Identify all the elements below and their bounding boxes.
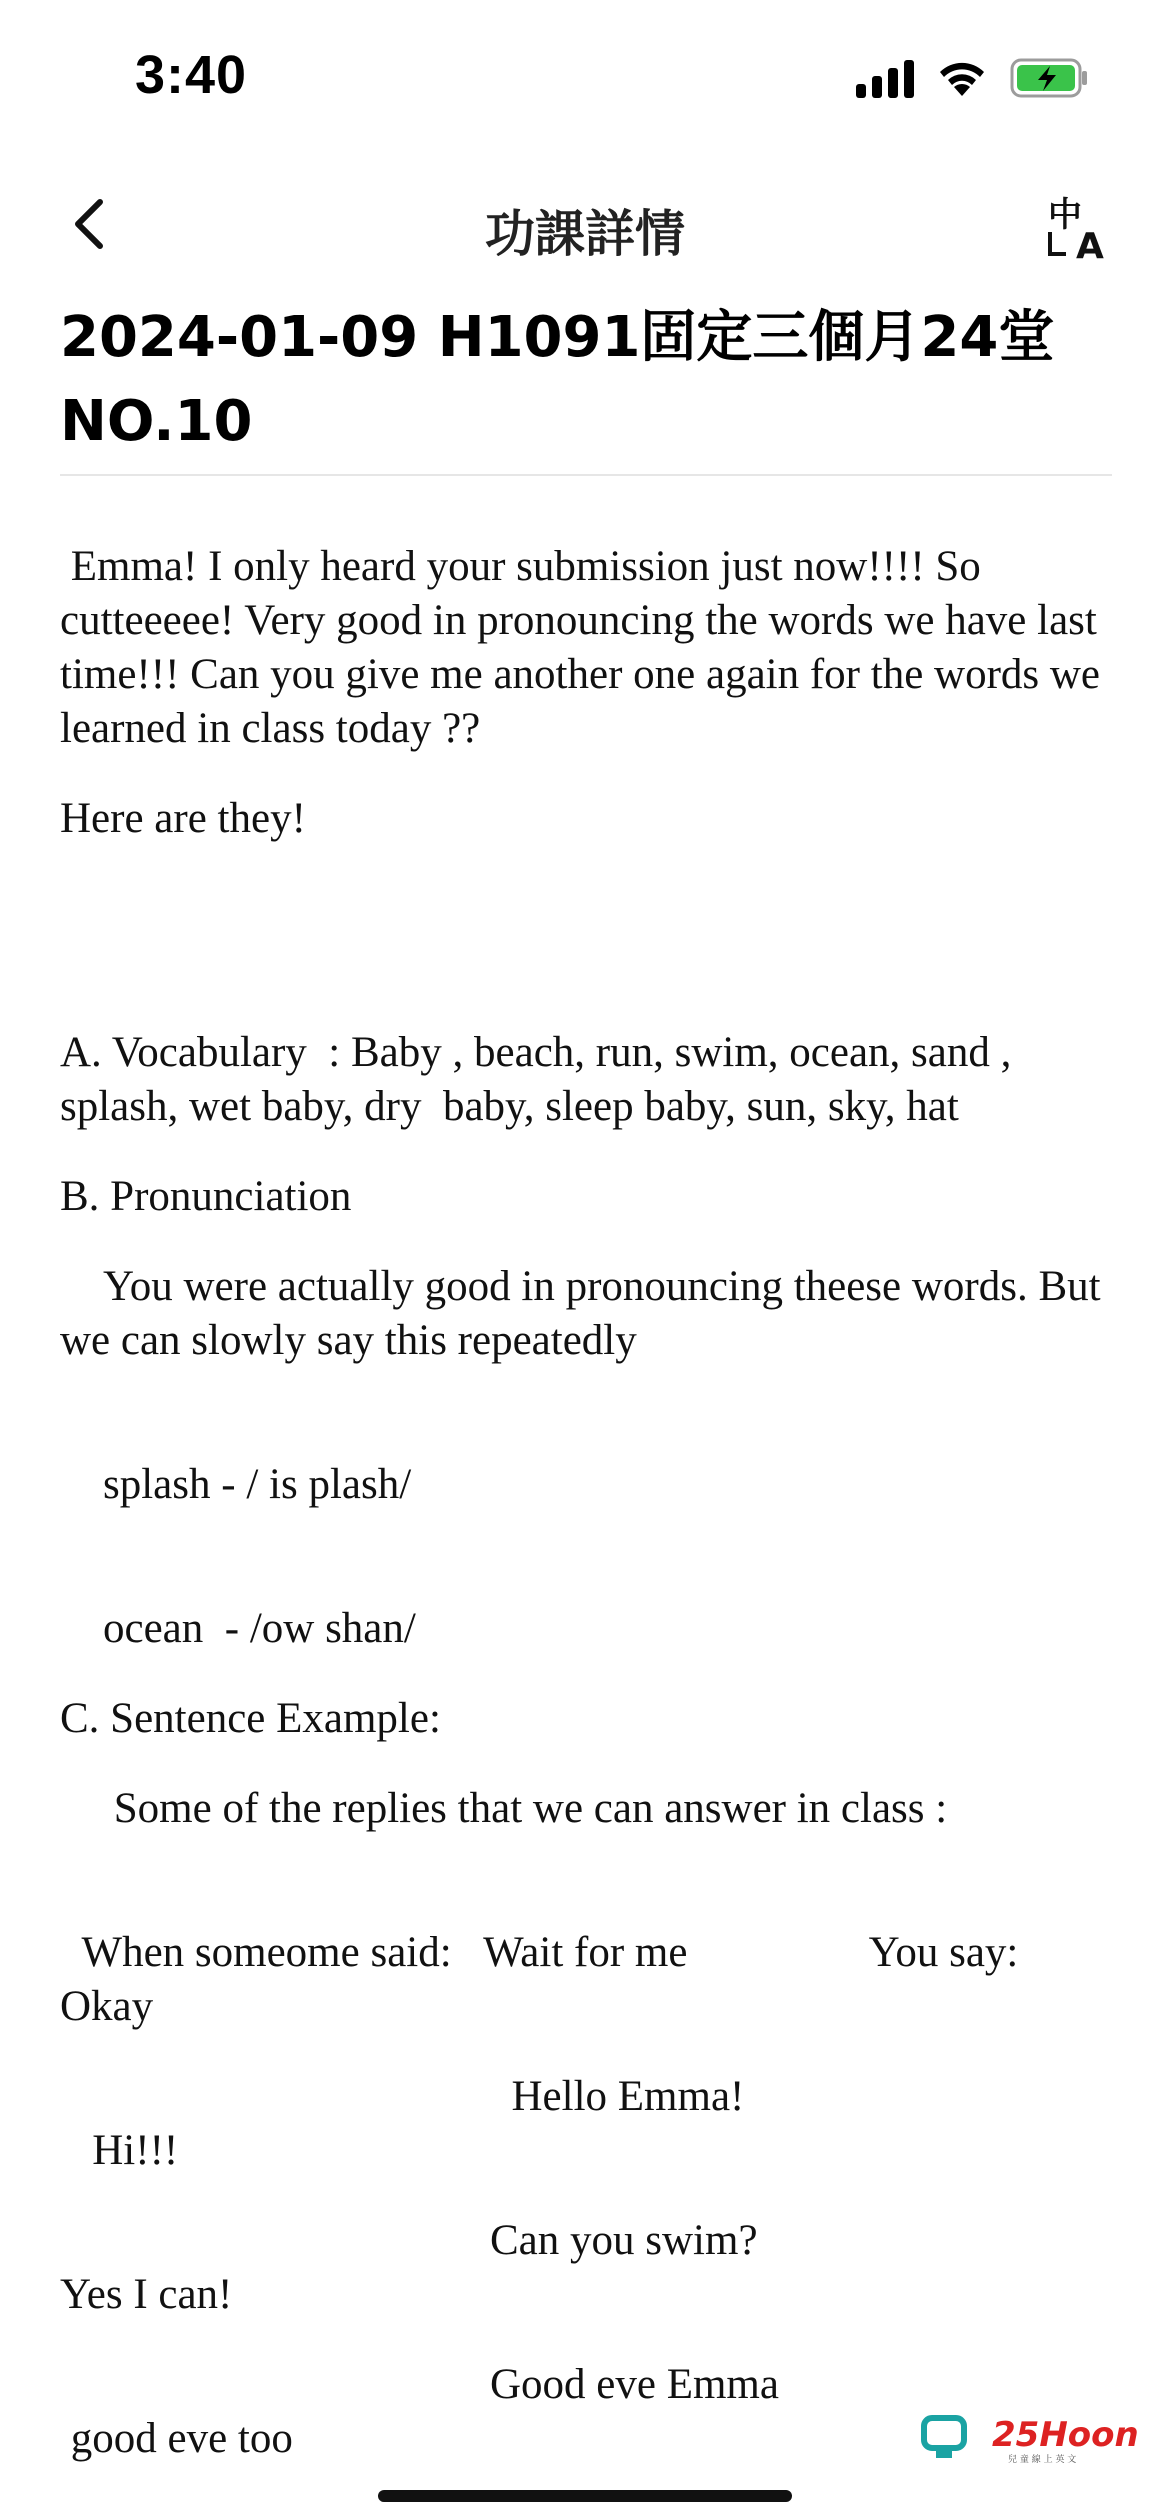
home-indicator xyxy=(378,2490,792,2502)
divider xyxy=(60,474,1112,476)
pronunciation-ocean: ocean - /ow shan/ xyxy=(60,1605,416,1652)
page-title-line2: NO.10 xyxy=(60,389,253,454)
pronunciation-heading: B. Pronunciation xyxy=(60,1173,352,1220)
reply-3-answer: Yes I can! xyxy=(60,2271,233,2318)
page-title xyxy=(60,296,1120,464)
signal-icon xyxy=(856,58,914,98)
homework-content xyxy=(60,540,1120,2466)
status-time: 3:40 xyxy=(135,45,248,105)
svg-text:A: A xyxy=(1076,226,1104,264)
here-paragraph: Here are they! xyxy=(60,795,306,842)
page-title-line1: 2024-01-09 H1091固定三個月24堂 xyxy=(60,305,1055,370)
reply-2-prompt: Hello Emma! xyxy=(60,2073,745,2120)
pronunciation-splash: splash - / is plash/ xyxy=(60,1461,412,1508)
sentence-intro: Some of the replies that we can answer in class : xyxy=(60,1785,948,1832)
reply-3-prompt: Can you swim? xyxy=(60,2217,758,2264)
vocabulary-paragraph: A. Vocabulary : Baby , beach, run, swim, ocean, sand , splash, wet baby, dry baby, sleep baby, sun, sky, hat xyxy=(60,1029,1023,1130)
svg-text:兒 童 線 上 英 文: 兒 童 線 上 英 文 xyxy=(1008,2455,1077,2465)
status-icons xyxy=(856,56,1090,100)
svg-text:中: 中 xyxy=(1048,195,1082,235)
reply-4-answer: good eve too xyxy=(60,2415,293,2462)
nav-title: 功課詳情 xyxy=(485,205,685,263)
status-bar xyxy=(0,0,1170,150)
wifi-icon xyxy=(936,58,988,98)
nav-header xyxy=(0,180,1170,270)
battery-charging-icon xyxy=(1010,57,1090,99)
svg-text:25Hoon: 25Hoon xyxy=(992,2415,1139,2455)
pronunciation-paragraph: You were actually good in pronouncing theese words. But we can slowly say this repeatedly xyxy=(60,1263,1112,1364)
reply-4-prompt: Good eve Emma xyxy=(60,2361,779,2408)
brand-logo xyxy=(920,2410,1140,2466)
reply-2-answer: Hi!!! xyxy=(60,2127,179,2174)
translate-icon[interactable] xyxy=(1042,188,1118,264)
reply-1: When someome said: Wait for me You say: Okay xyxy=(60,1929,1030,2030)
sentence-heading: C. Sentence Example: xyxy=(60,1695,441,1742)
intro-paragraph: Emma! I only heard your submission just now!!!! So cutteeeee! Very good in pronouncing the words we have last time!!! Can you give me another one again for the words we learned in class today ?? xyxy=(60,543,1111,752)
